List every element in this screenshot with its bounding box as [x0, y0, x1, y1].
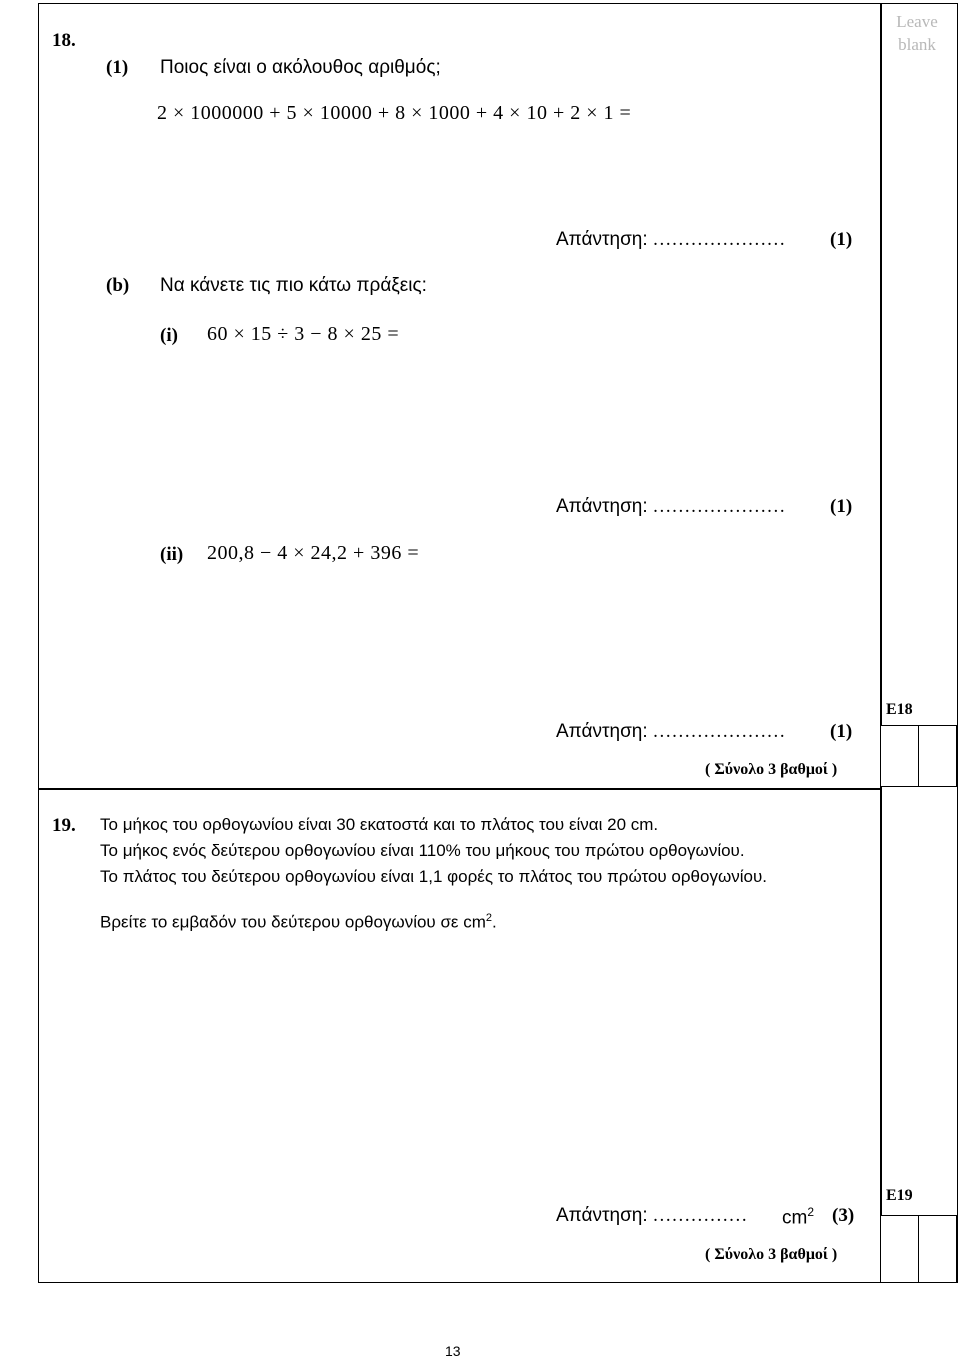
- answer-label: Απάντηση:: [556, 229, 648, 250]
- q18-part1-text: Ποιος είναι ο ακόλουθος αριθμός;: [160, 57, 441, 78]
- q18-box-label: E18: [886, 701, 913, 718]
- q18-expression-i: 60 × 15 ÷ 3 − 8 × 25 =: [207, 323, 400, 345]
- q18-total: ( Σύνολο 3 βαθμοί ): [705, 761, 838, 778]
- q19-box-label: E19: [886, 1187, 913, 1204]
- q18-answer-3-marks: (1): [830, 721, 853, 742]
- q18-part-b-label: (b): [106, 275, 130, 296]
- answer-dots: ……………: [652, 1205, 748, 1226]
- q18-score-box-left: [880, 725, 919, 787]
- q19-total: ( Σύνολο 3 βαθμοί ): [705, 1246, 838, 1263]
- q18-expression-1: 2 × 1000000 + 5 × 10000 + 8 × 1000 + 4 × 10 + 2 × 1 =: [157, 102, 632, 124]
- q18-part-ii-label: (ii): [160, 544, 184, 565]
- q18-answer-3: [556, 721, 785, 743]
- answer-dots: …………………: [652, 496, 786, 517]
- q19-answer-unit: $cm^2$: [782, 1205, 815, 1229]
- q18-answer-2-marks: (1): [830, 496, 853, 517]
- margin-divider: [880, 3, 882, 1283]
- answer-label: Απάντηση:: [556, 496, 648, 517]
- q19-task: Βρείτε το εμβαδόν του δεύτερου ορθογωνίου σε $cm^2$.: [100, 912, 497, 932]
- page-frame: [38, 3, 958, 1283]
- question-18-number: 18.: [52, 30, 76, 51]
- question-19-number: 19.: [52, 815, 76, 836]
- answer-label: Απάντηση:: [556, 721, 648, 742]
- page-number: 13: [445, 1343, 461, 1359]
- q19-line-1: Το μήκος του ορθογωνίου είναι 30 εκατοστά και το πλάτος του είναι 20 cm.: [100, 815, 659, 834]
- q18-answer-1-marks: (1): [830, 229, 853, 250]
- leave-blank-label: Leave blank: [896, 12, 938, 54]
- q18-answer-1: [556, 229, 785, 251]
- q18-part-i-label: (i): [160, 325, 178, 346]
- question-separator: [38, 788, 881, 790]
- answer-dots: …………………: [652, 229, 786, 250]
- q19-score-box-right: [918, 1215, 957, 1283]
- q19-answer-marks: (3): [832, 1205, 855, 1226]
- q18-expression-ii: 200,8 − 4 × 24,2 + 396 =: [207, 542, 420, 564]
- answer-dots: …………………: [652, 721, 786, 742]
- answer-label: Απάντηση:: [556, 1205, 648, 1226]
- q19-answer: [556, 1205, 747, 1227]
- q18-answer-2: [556, 496, 785, 518]
- q19-line-3: Το πλάτος του δεύτερου ορθογωνίου είναι 1,1 φορές το πλάτος του πρώτου ορθογωνίου.: [100, 867, 767, 886]
- q18-part-b-text: Να κάνετε τις πιο κάτω πράξεις:: [160, 275, 427, 296]
- q18-part1-label: (1): [106, 57, 129, 78]
- q19-score-box-left: [880, 1215, 919, 1283]
- q18-score-box-right: [918, 725, 957, 787]
- q19-line-2: Το μήκος ενός δεύτερου ορθογωνίου είναι 110% του μήκους του πρώτου ορθογωνίου.: [100, 841, 745, 860]
